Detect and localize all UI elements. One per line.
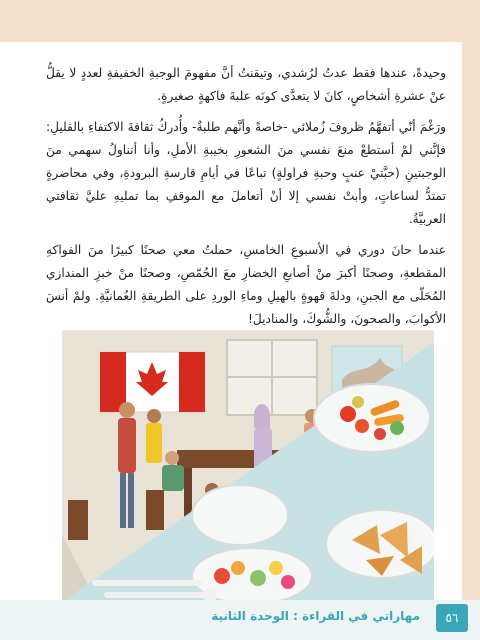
footer-title: مهاراتي في القراءة : الوحدة الثانية bbox=[211, 609, 420, 623]
vegetable-plate bbox=[314, 384, 430, 452]
story-illustration bbox=[62, 330, 434, 602]
window bbox=[227, 340, 317, 415]
paragraph-3: عندما حانَ دوري في الأسبوعِ الخامسِ، حملتُ معي صحنًا كبيرًا منَ الفواكهِ المقطعةِ، وصحنًا أكبرَ منْ أصابعِ الخضارِ معَ الحُمّصِ، وصحنًا منْ خبزِ المندازي المُحَلّى مع الجبنِ، ودلةَ قهوةٍ بالهيلِ وماءِ الوردِ على الطريقةِ العُمانيَّةِ. ولمْ أنسَ الأكوابَ، والصحونَ، والشُّوكَ، والمناديلَ! bbox=[46, 243, 446, 326]
top-decorative-band bbox=[0, 0, 480, 42]
empty-plate bbox=[192, 485, 288, 545]
story-text bbox=[46, 62, 446, 339]
paragraph-1: وحيدةً، عندها فقط عدتُ لرُشدي، وتيقنتُ أنَّ مفهومَ الوجبةِ الخفيفةِ لعددٍ لا يقلُّ عنْ عشرةِ أشخاصٍ، كانَ لا يتعدَّى كونَه علبةَ فاكهةٍ صغيرةٍ. bbox=[46, 66, 446, 103]
paragraph-2: ورَغْمَ أنّي أتفهَّمُ ظروفَ زُملائي -خاصةً وأنَّهم طلبةٌ- وأُدركُ ثقافةَ الاكتفاءِ بالقليلِ: فإنَّني لمْ أستطعْ منعَ نفسي منَ الشعورِ بخيبةِ الأملِ، وأنا أتناولُ سهمي منَ الوجبتينِ (حبَّتيْ عنبٍ وحبةِ فراولةٍ) تباعًا في أيامِ قارسةِ البرودةِ، وفي محاضرةٍ تمتدُّ لساعاتٍ، وأبتْ نفسي إلا أنْ أتعاملَ مع الموقفِ بما تمليهِ عليَّ ثقافتي العربيَّةُ. bbox=[46, 120, 446, 226]
right-margin-strip bbox=[462, 0, 480, 640]
canada-flag bbox=[100, 352, 205, 412]
illustration-svg bbox=[62, 330, 434, 602]
page-number: ٥٦ bbox=[436, 604, 468, 632]
